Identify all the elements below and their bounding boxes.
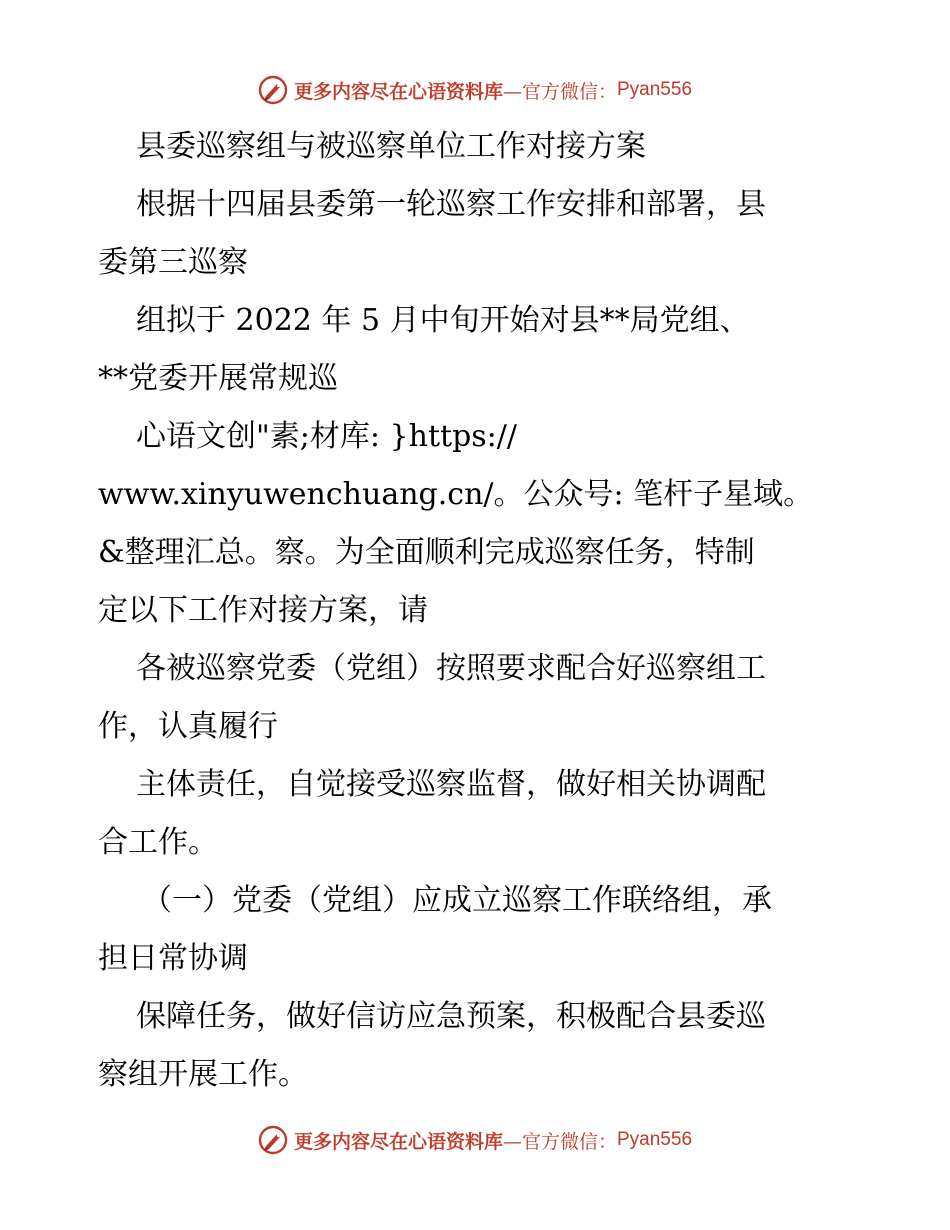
- paragraph-line: 作，认真履行: [98, 709, 278, 744]
- paragraph-line: 各被巡察党委（党组）按照要求配合好巡察组工: [136, 651, 766, 686]
- watermark-wechat-id: Pyan556: [617, 1129, 693, 1150]
- footer-watermark: [0, 1122, 950, 1158]
- paragraph-line: 察组开展工作。: [98, 1057, 308, 1092]
- paragraph-line: （一）党委（党组）应成立巡察工作联络组，承: [142, 883, 772, 918]
- paragraph-line: &整理汇总。察。为全面顺利完成巡察任务，特制: [98, 535, 755, 570]
- paragraph-line: 担日常协调: [98, 941, 248, 976]
- paragraph-line: 组拟于 2022 年 5 月中旬开始对县**局党组、: [136, 303, 750, 338]
- paragraph-line: 委第三巡察: [98, 245, 248, 280]
- document-body: [98, 118, 858, 1104]
- paragraph-line: 根据十四届县委第一轮巡察工作安排和部署，县: [136, 187, 766, 222]
- watermark-brand: 更多内容尽在心语资料库: [293, 80, 503, 103]
- paragraph-line: www.xinyuwenchuang.cn/。公众号: 笔杆子星域。: [98, 477, 814, 512]
- pen-logo-icon: [258, 1125, 288, 1155]
- watermark-brand: 更多内容尽在心语资料库: [293, 1130, 503, 1153]
- paragraph-line: 心语文创"素;材库: }https://: [136, 419, 517, 454]
- pen-logo-icon: [258, 75, 288, 105]
- document-title: 县委巡察组与被巡察单位工作对接方案: [136, 129, 646, 164]
- paragraph-line: 合工作。: [98, 825, 218, 860]
- header-watermark: [0, 72, 950, 108]
- watermark-contact-label: —官方微信：: [502, 1130, 617, 1153]
- paragraph-line: 保障任务，做好信访应急预案，积极配合县委巡: [136, 999, 766, 1034]
- paragraph-line: **党委开展常规巡: [98, 361, 338, 396]
- paragraph-line: 主体责任，自觉接受巡察监督，做好相关协调配: [136, 767, 766, 802]
- watermark-wechat-id: Pyan556: [617, 79, 693, 100]
- paragraph-line: 定以下工作对接方案，请: [98, 593, 428, 628]
- watermark-contact-label: —官方微信：: [502, 80, 617, 103]
